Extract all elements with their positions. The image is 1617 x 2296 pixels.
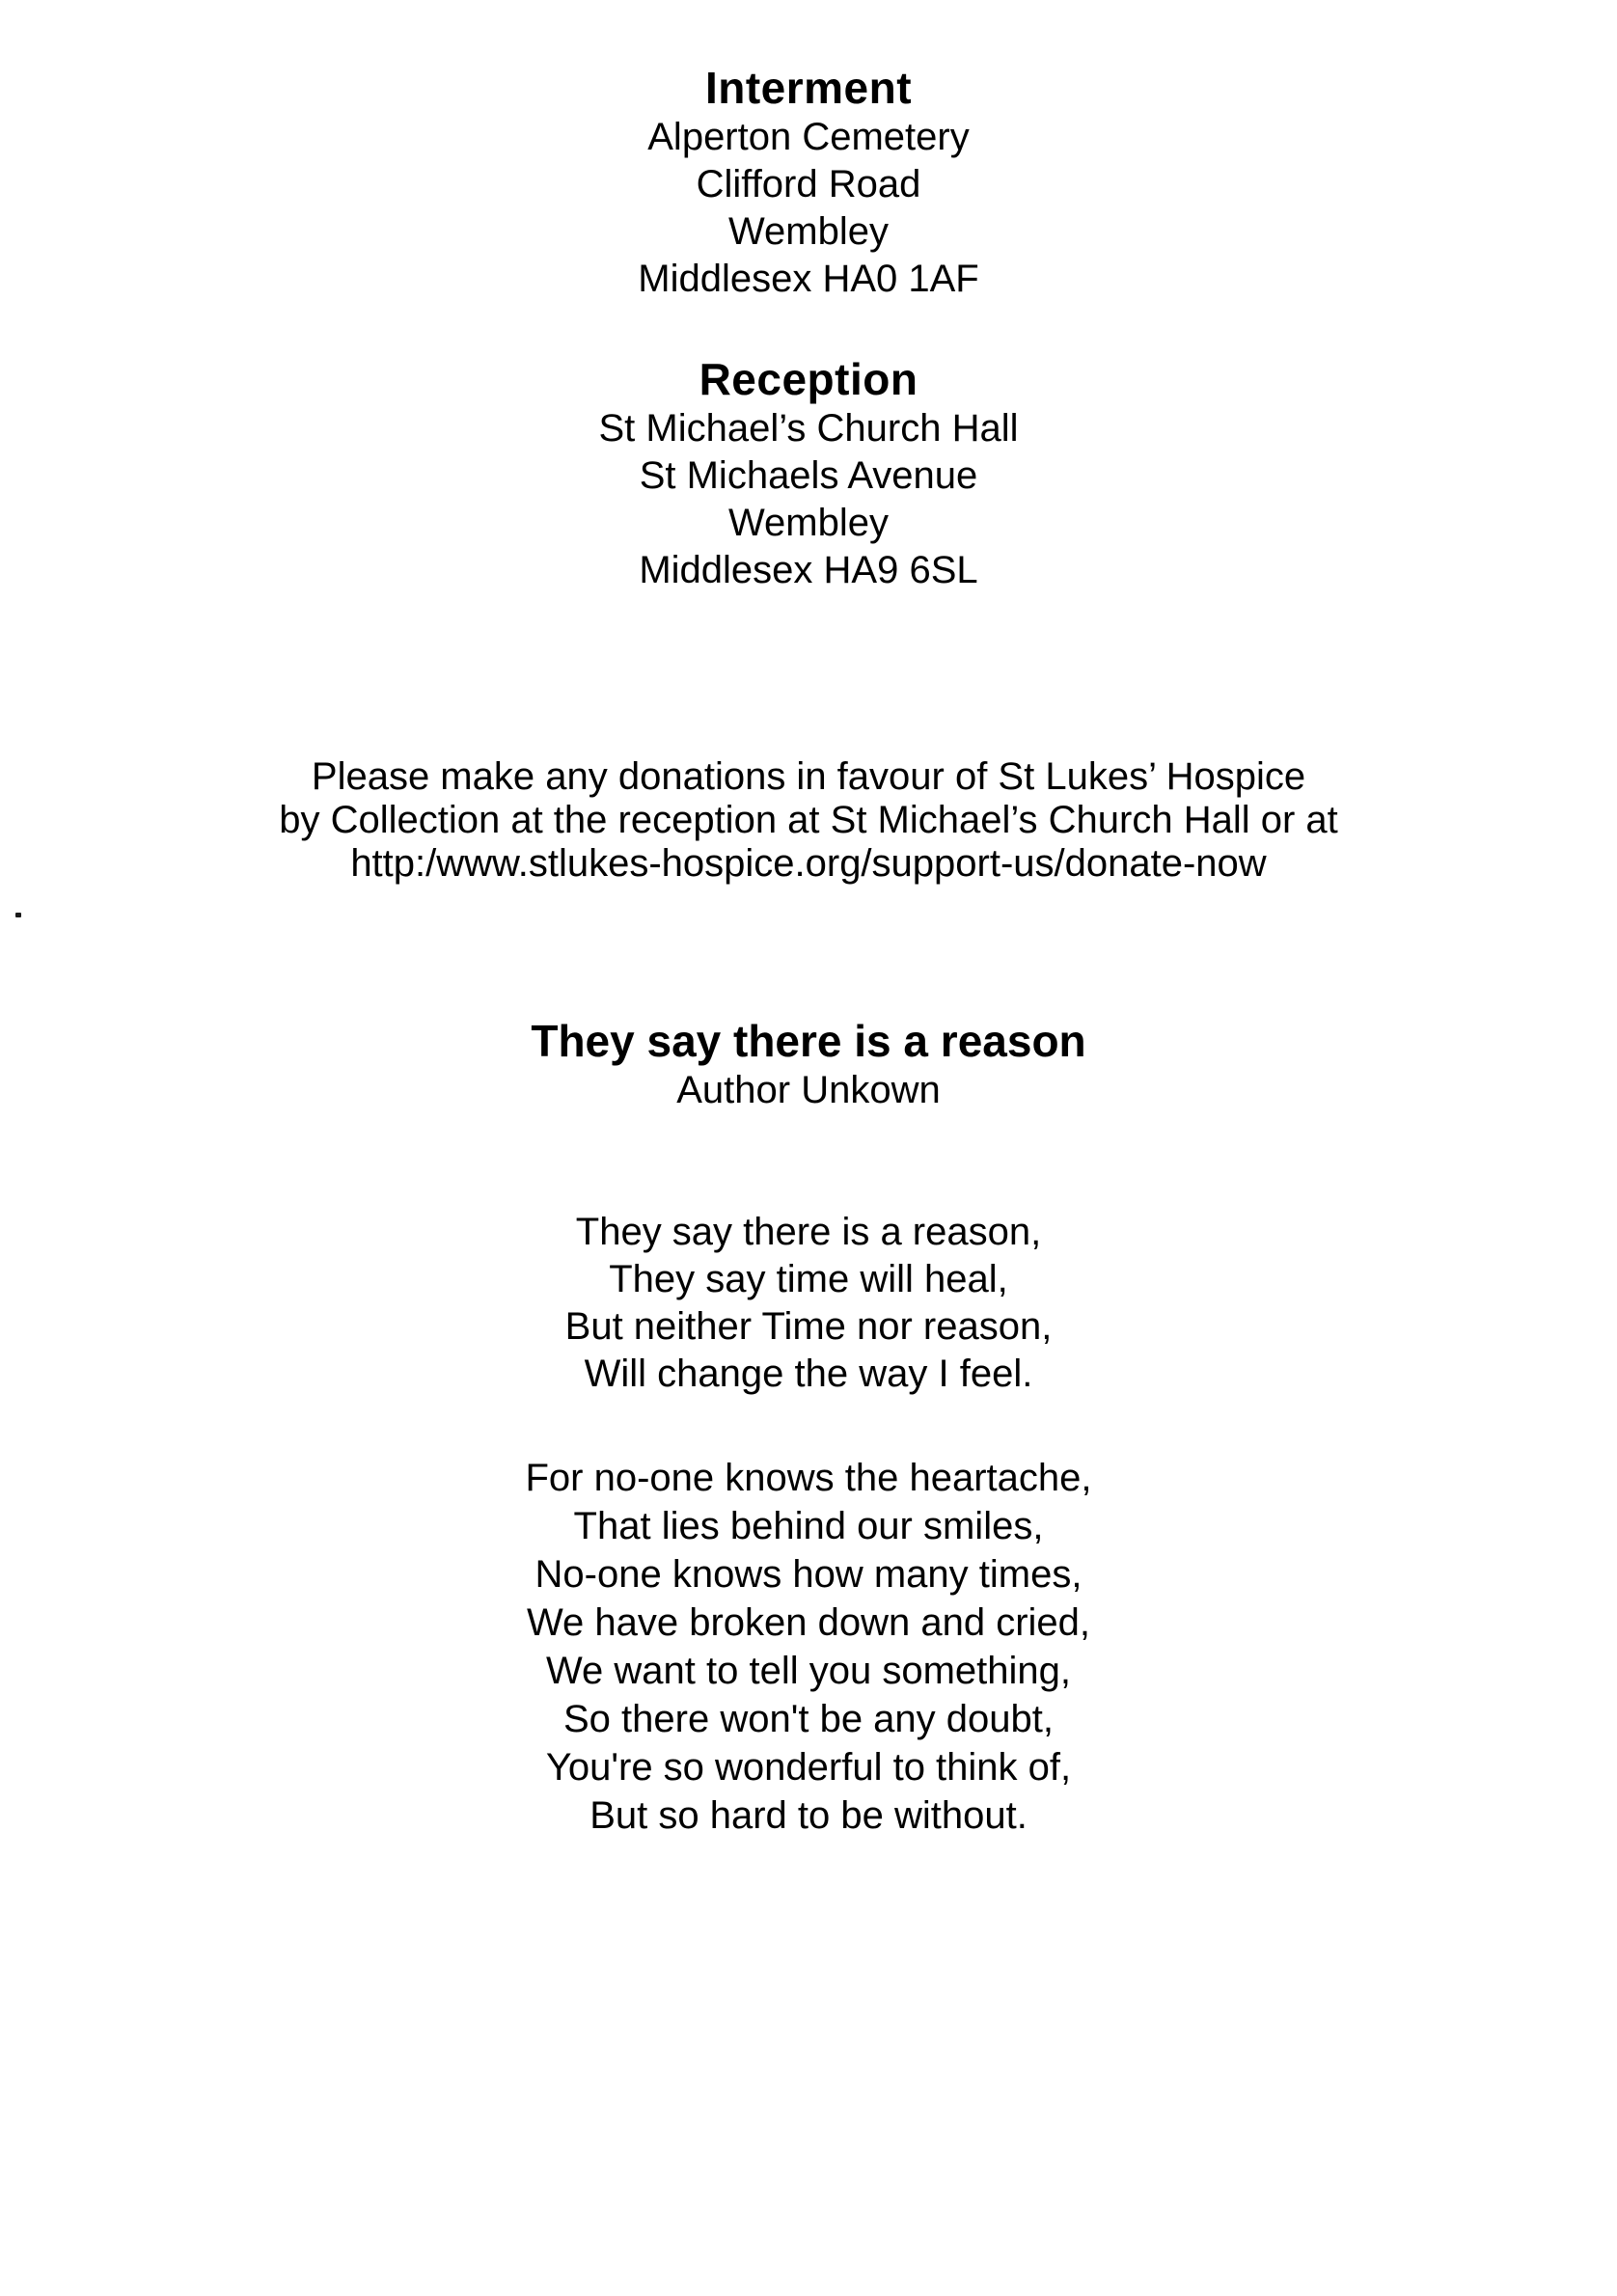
reception-section bbox=[0, 353, 1617, 594]
reception-address-line: Middlesex HA9 6SL bbox=[639, 549, 978, 591]
poem-line: We have broken down and cried, bbox=[526, 1601, 1091, 1644]
poem-line: So there won't be any doubt, bbox=[563, 1698, 1054, 1740]
poem-line: No-one knows how many times, bbox=[534, 1553, 1083, 1596]
reception-address-line: St Michaels Avenue bbox=[639, 454, 978, 497]
donations-paragraph bbox=[0, 755, 1617, 886]
reception-address-line: Wembley bbox=[728, 502, 889, 544]
poem-stanza-2 bbox=[0, 1454, 1617, 1840]
reception-address-line: St Michael’s Church Hall bbox=[598, 407, 1019, 450]
poem-line: But so hard to be without. bbox=[589, 1794, 1028, 1837]
poem-line: Will change the way I feel. bbox=[584, 1353, 1033, 1395]
interment-heading: Interment bbox=[704, 63, 913, 113]
poem-title-section bbox=[0, 1015, 1617, 1114]
poem-line: For no-one knows the heartache, bbox=[525, 1457, 1092, 1499]
poem-line: They say time will heal, bbox=[609, 1258, 1008, 1300]
poem-line: We want to tell you something, bbox=[546, 1650, 1071, 1692]
interment-section bbox=[0, 62, 1617, 303]
poem-line: You're so wonderful to think of, bbox=[545, 1746, 1072, 1789]
interment-address-line: Clifford Road bbox=[696, 163, 921, 205]
interment-address-line: Alperton Cemetery bbox=[647, 116, 970, 158]
poem-author: Author Unkown bbox=[676, 1069, 941, 1111]
reception-heading: Reception bbox=[699, 354, 918, 404]
poem-title: They say there is a reason bbox=[531, 1016, 1086, 1066]
interment-address-line: Middlesex HA0 1AF bbox=[638, 258, 979, 300]
donations-url: http:/www.stlukes-hospice.org/support-us/donate-now bbox=[350, 842, 1267, 885]
poem-line: But neither Time nor reason, bbox=[564, 1305, 1053, 1348]
poem-line: That lies behind our smiles, bbox=[573, 1505, 1044, 1547]
donations-line: Please make any donations in favour of St Lukes’ Hospice bbox=[311, 755, 1306, 798]
scan-speck-artifact bbox=[15, 913, 21, 917]
donations-line: by Collection at the reception at St Michael’s Church Hall or at bbox=[279, 799, 1338, 841]
poem-line: They say there is a reason, bbox=[575, 1211, 1042, 1253]
interment-address-line: Wembley bbox=[728, 210, 889, 253]
poem-stanza-1 bbox=[0, 1209, 1617, 1398]
